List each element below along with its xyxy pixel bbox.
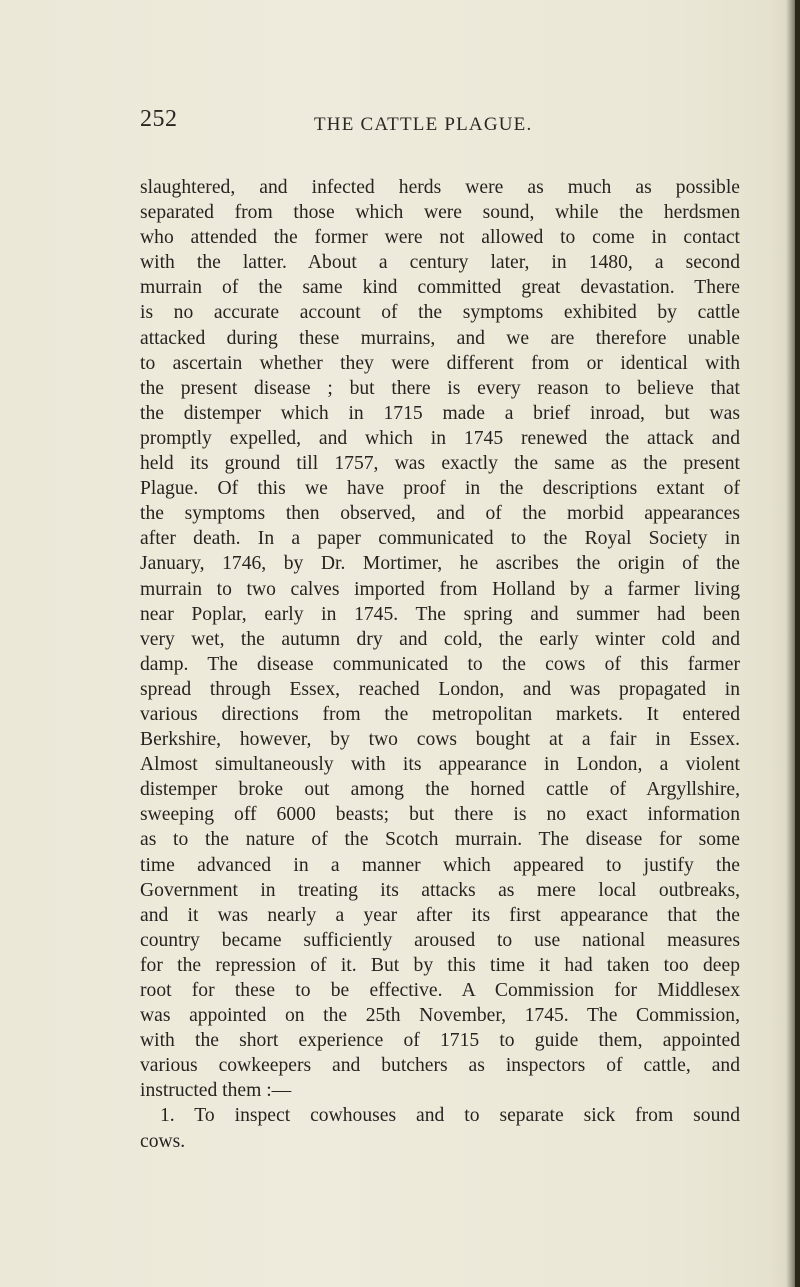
text-line: is no accurate account of the symptoms exhibited by cattle <box>140 302 740 324</box>
text-line: very wet, the autumn dry and cold, the early winter cold and <box>140 628 740 650</box>
text-line: for the repression of it. But by this time it had taken too deep <box>140 954 740 976</box>
text-line: time advanced in a manner which appeared to justify the <box>140 854 740 876</box>
text-line: root for these to be effective. A Commission for Middlesex <box>140 980 740 1001</box>
text-line: the symptoms then observed, and of the morbid appearances <box>140 503 740 525</box>
text-line: Berkshire, however, by two cows bought at a fair in Essex. <box>140 729 740 751</box>
text-line: instructed them :— <box>140 1080 292 1102</box>
text-line: with the short experience of 1715 to guide them, appointed <box>140 1030 740 1052</box>
text-line: the distemper which in 1715 made a brief inroad, but was <box>140 402 740 424</box>
text-line: Plague. Of this we have proof in the descriptions extant of <box>140 478 740 500</box>
text-line: Government in treating its attacks as mere local outbreaks, <box>140 879 740 901</box>
text-line: promptly expelled, and which in 1745 renewed the attack and <box>140 427 740 449</box>
text-line: damp. The disease communicated to the cows of this farmer <box>140 653 740 675</box>
body-text <box>140 175 740 1154</box>
text-line: near Poplar, early in 1745. The spring and summer had been <box>140 603 740 625</box>
text-line: to ascertain whether they were different from or identical with <box>140 352 740 374</box>
text-line: sweeping off 6000 beasts; but there is no exact information <box>140 804 740 826</box>
text-line: attacked during these murrains, and we are therefore unable <box>140 327 740 349</box>
text-line: with the latter. About a century later, in 1480, a second <box>140 252 740 274</box>
text-line: was appointed on the 25th November, 1745. The Commission, <box>140 1005 740 1027</box>
text-line: separated from those which were sound, while the herdsmen <box>140 202 740 224</box>
text-line: murrain to two calves imported from Holland by a farmer living <box>140 578 740 600</box>
text-line: cows. <box>140 1130 186 1152</box>
page-number: 252 <box>140 106 178 132</box>
text-line: various cowkeepers and butchers as inspectors of cattle, and <box>140 1055 740 1077</box>
text-line: distemper broke out among the horned cattle of Argyllshire, <box>140 779 740 801</box>
list-item: 1. To inspect cowhouses and to separate sick from sound <box>160 1105 740 1127</box>
page-edge <box>795 0 800 1287</box>
text-line: Almost simultaneously with its appearance in London, a violent <box>140 754 740 776</box>
text-line: after death. In a paper communicated to the Royal Society in <box>140 528 740 550</box>
text-line: who attended the former were not allowed to come in contact <box>140 227 740 249</box>
text-line: spread through Essex, reached London, and was propagated in <box>140 678 740 700</box>
text-line: as to the nature of the Scotch murrain. The disease for some <box>140 829 740 851</box>
running-title: THE CATTLE PLAGUE. <box>314 114 533 135</box>
text-line: the present disease ; but there is every reason to believe that <box>140 377 740 399</box>
text-line: slaughtered, and infected herds were as much as possible <box>140 177 740 198</box>
text-line: held its ground till 1757, was exactly the same as the present <box>140 453 740 475</box>
page-header <box>140 106 780 146</box>
text-line: various directions from the metropolitan markets. It entered <box>140 703 740 725</box>
text-line: and it was nearly a year after its first appearance that the <box>140 904 740 926</box>
text-line: country became sufficiently aroused to use national measures <box>140 929 740 951</box>
text-line: murrain of the same kind committed great devastation. There <box>140 277 740 299</box>
text-line: January, 1746, by Dr. Mortimer, he ascribes the origin of the <box>140 553 740 575</box>
